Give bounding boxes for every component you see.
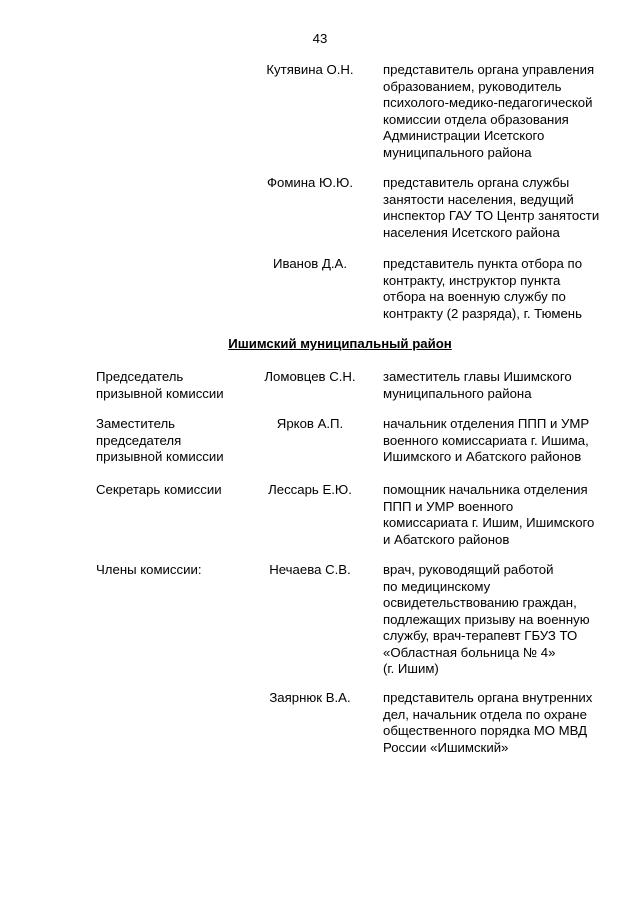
member-name: Заярнюк В.А. — [269, 690, 351, 705]
description-line: представитель пункта отбора по — [383, 256, 583, 271]
description-line: начальник отделения ППП и УМР — [383, 416, 590, 431]
member-name: Ярков А.П. — [276, 416, 344, 431]
role-line: призывной комиссии — [96, 449, 224, 464]
description-line: комиссариата г. Ишим, Ишимского — [383, 515, 595, 530]
description-line: инспектор ГАУ ТО Центр занятости — [383, 208, 600, 223]
description-line: «Областная больница № 4» — [383, 644, 556, 660]
description-line: населения Исетского района — [383, 224, 560, 240]
member-role — [96, 482, 246, 499]
description-line: заместитель главы Ишимского — [383, 369, 572, 384]
member-description — [383, 562, 623, 678]
description-line: муниципального района — [383, 144, 532, 160]
description-line: и Абатского районов — [383, 531, 510, 547]
description-line: (г. Ишим) — [383, 661, 439, 676]
member-role — [96, 416, 246, 466]
member-role — [96, 369, 246, 402]
description-line: представитель органа управления — [383, 62, 595, 77]
description-line: России «Ишимский» — [383, 739, 509, 755]
member-role — [96, 562, 246, 579]
description-line: военного комиссариата г. Ишима, — [383, 432, 589, 448]
page-number: 43 — [312, 31, 328, 46]
description-line: ППП и УМР военного — [383, 498, 514, 514]
role-line: призывной комиссии — [96, 385, 224, 401]
description-line: общественного порядка МО МВД — [383, 723, 588, 738]
member-name: Ломовцев С.Н. — [264, 369, 356, 384]
description-line: психолого-медико-педагогической — [383, 95, 593, 110]
member-name: Нечаева С.В. — [269, 562, 351, 577]
member-description — [383, 482, 623, 548]
description-line: контракту (2 разряда), г. Тюмень — [383, 305, 582, 321]
description-line: образованием, руководитель — [383, 78, 562, 94]
member-description — [383, 416, 623, 466]
member-name: Лессарь Е.Ю. — [268, 482, 352, 497]
member-description — [383, 369, 623, 402]
description-line: по медицинскому — [383, 578, 491, 594]
description-line: представитель органа внутренних — [383, 690, 593, 705]
description-line: помощник начальника отделения — [383, 482, 588, 497]
description-line: комиссии отдела образования — [383, 111, 569, 127]
description-line: дел, начальник отдела по охране — [383, 706, 587, 722]
description-line: представитель органа службы — [383, 175, 570, 190]
description-line: подлежащих призыву на военную — [383, 611, 590, 627]
member-name: Кутявина О.Н. — [266, 62, 354, 77]
description-line: отбора на военную службу по — [383, 289, 566, 304]
member-name: Фомина Ю.Ю. — [266, 175, 354, 190]
description-line: Администрации Исетского — [383, 128, 545, 143]
description-line: занятости населения, ведущий — [383, 191, 574, 207]
role-line: Председатель — [96, 369, 184, 384]
role-line: Заместитель — [96, 416, 176, 431]
role-line: Члены комиссии: — [96, 562, 202, 577]
member-name: Иванов Д.А. — [272, 256, 347, 271]
description-line: службу, врач-терапевт ГБУЗ ТО — [383, 628, 578, 643]
member-description — [383, 62, 623, 161]
member-description — [383, 256, 623, 322]
description-line: освидетельствованию граждан, — [383, 595, 577, 610]
member-description — [383, 175, 623, 241]
role-line: председателя — [96, 432, 182, 448]
member-description — [383, 690, 623, 756]
role-line: Секретарь комиссии — [96, 482, 222, 497]
description-line: муниципального района — [383, 385, 532, 401]
description-line: врач, руководящий работой — [383, 562, 554, 577]
description-line: Ишимского и Абатского районов — [383, 449, 582, 464]
description-line: контракту, инструктор пункта — [383, 272, 561, 288]
section-heading: Ишимский муниципальный район — [228, 336, 452, 351]
